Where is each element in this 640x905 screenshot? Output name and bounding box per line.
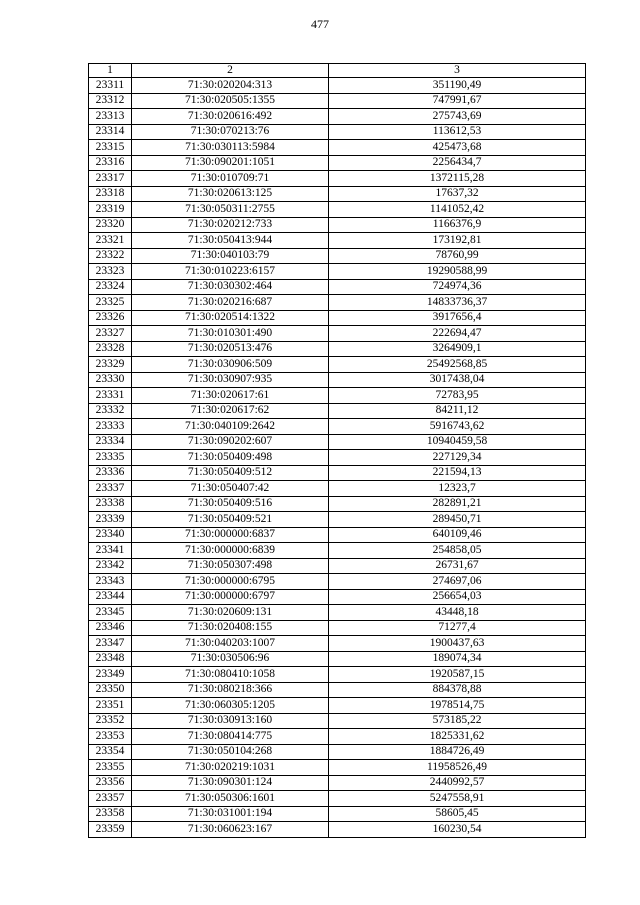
row-number-cell: 23349	[89, 667, 132, 683]
table-row	[89, 372, 586, 388]
value-cell: 222694,47	[329, 326, 586, 342]
cadastral-number-cell: 71:30:050409:498	[132, 450, 329, 466]
value-cell: 84211,12	[329, 403, 586, 419]
cadastral-number-cell: 71:30:020408:155	[132, 620, 329, 636]
page-number: 477	[311, 17, 329, 31]
table-row	[89, 527, 586, 543]
table-row	[89, 171, 586, 187]
cadastral-number-cell: 71:30:000000:6795	[132, 574, 329, 590]
row-number-cell: 23312	[89, 93, 132, 109]
cadastral-number-cell: 71:30:020204:313	[132, 78, 329, 94]
value-cell: 274697,06	[329, 574, 586, 590]
row-number-cell: 23358	[89, 806, 132, 822]
value-cell: 254858,05	[329, 543, 586, 559]
table-row	[89, 124, 586, 140]
cadastral-number-cell: 71:30:020505:1355	[132, 93, 329, 109]
value-cell: 640109,46	[329, 527, 586, 543]
cadastral-number-cell: 71:30:050413:944	[132, 233, 329, 249]
cadastral-number-cell: 71:30:020616:492	[132, 109, 329, 125]
table-body	[89, 78, 586, 838]
row-number-cell: 23343	[89, 574, 132, 590]
cadastral-number-cell: 71:30:060623:167	[132, 822, 329, 838]
table-row	[89, 233, 586, 249]
cadastral-number-cell: 71:30:090301:124	[132, 775, 329, 791]
cadastral-number-cell: 71:30:030907:935	[132, 372, 329, 388]
cadastral-number-cell: 71:30:050311:2755	[132, 202, 329, 218]
row-number-cell: 23342	[89, 558, 132, 574]
table-row	[89, 713, 586, 729]
value-cell: 1900437,63	[329, 636, 586, 652]
value-cell: 747991,67	[329, 93, 586, 109]
value-cell: 1166376,9	[329, 217, 586, 233]
table-row	[89, 186, 586, 202]
table-row	[89, 620, 586, 636]
cadastral-number-cell: 71:30:050307:498	[132, 558, 329, 574]
table-row	[89, 434, 586, 450]
row-number-cell: 23353	[89, 729, 132, 745]
row-number-cell: 23330	[89, 372, 132, 388]
value-cell: 2256434,7	[329, 155, 586, 171]
cadastral-number-cell: 71:30:070213:76	[132, 124, 329, 140]
value-cell: 173192,81	[329, 233, 586, 249]
table-row	[89, 791, 586, 807]
cadastral-number-cell: 71:30:050104:268	[132, 744, 329, 760]
value-cell: 221594,13	[329, 465, 586, 481]
row-number-cell: 23325	[89, 295, 132, 311]
cadastral-number-cell: 71:30:080410:1058	[132, 667, 329, 683]
cadastral-number-cell: 71:30:040203:1007	[132, 636, 329, 652]
table-row	[89, 155, 586, 171]
table-row	[89, 651, 586, 667]
value-cell: 573185,22	[329, 713, 586, 729]
row-number-cell: 23356	[89, 775, 132, 791]
row-number-cell: 23322	[89, 248, 132, 264]
cadastral-number-cell: 71:30:050407:42	[132, 481, 329, 497]
cadastral-number-cell: 71:30:050409:512	[132, 465, 329, 481]
value-cell: 275743,69	[329, 109, 586, 125]
value-cell: 43448,18	[329, 605, 586, 621]
value-cell: 1372115,28	[329, 171, 586, 187]
table-row	[89, 295, 586, 311]
row-number-cell: 23328	[89, 341, 132, 357]
table-row	[89, 450, 586, 466]
table-row	[89, 202, 586, 218]
value-cell: 78760,99	[329, 248, 586, 264]
row-number-cell: 23335	[89, 450, 132, 466]
table-row	[89, 589, 586, 605]
column-header-3: 3	[329, 64, 586, 78]
cadastral-number-cell: 71:30:020609:131	[132, 605, 329, 621]
value-cell: 1141052,42	[329, 202, 586, 218]
cadastral-number-cell: 71:30:030506:96	[132, 651, 329, 667]
value-cell: 1920587,15	[329, 667, 586, 683]
cadastral-number-cell: 71:30:080414:775	[132, 729, 329, 745]
cadastral-number-cell: 71:30:030906:509	[132, 357, 329, 373]
row-number-cell: 23348	[89, 651, 132, 667]
row-number-cell: 23331	[89, 388, 132, 404]
row-number-cell: 23311	[89, 78, 132, 94]
cadastral-number-cell: 71:30:010709:71	[132, 171, 329, 187]
value-cell: 189074,34	[329, 651, 586, 667]
row-number-cell: 23354	[89, 744, 132, 760]
row-number-cell: 23334	[89, 434, 132, 450]
value-cell: 17637,32	[329, 186, 586, 202]
cadastral-number-cell: 71:30:000000:6839	[132, 543, 329, 559]
value-cell: 19290588,99	[329, 264, 586, 280]
cadastral-number-cell: 71:30:040109:2642	[132, 419, 329, 435]
value-cell: 113612,53	[329, 124, 586, 140]
row-number-cell: 23323	[89, 264, 132, 280]
table-row	[89, 326, 586, 342]
value-cell: 1884726,49	[329, 744, 586, 760]
cadastral-number-cell: 71:30:020613:125	[132, 186, 329, 202]
value-cell: 11958526,49	[329, 760, 586, 776]
row-number-cell: 23340	[89, 527, 132, 543]
row-number-cell: 23344	[89, 589, 132, 605]
cadastral-number-cell: 71:30:020617:61	[132, 388, 329, 404]
data-table	[88, 63, 586, 838]
value-cell: 72783,95	[329, 388, 586, 404]
row-number-cell: 23351	[89, 698, 132, 714]
cadastral-number-cell: 71:30:050306:1601	[132, 791, 329, 807]
cadastral-number-cell: 71:30:030302:464	[132, 279, 329, 295]
table-row	[89, 310, 586, 326]
column-header-2: 2	[132, 64, 329, 78]
value-cell: 282891,21	[329, 496, 586, 512]
row-number-cell: 23333	[89, 419, 132, 435]
table-row	[89, 357, 586, 373]
column-header-1: 1	[89, 64, 132, 78]
row-number-cell: 23355	[89, 760, 132, 776]
row-number-cell: 23324	[89, 279, 132, 295]
cadastral-number-cell: 71:30:010223:6157	[132, 264, 329, 280]
table-row	[89, 93, 586, 109]
cadastral-number-cell: 71:30:030113:5984	[132, 140, 329, 156]
row-number-cell: 23327	[89, 326, 132, 342]
cadastral-number-cell: 71:30:060305:1205	[132, 698, 329, 714]
table-row	[89, 574, 586, 590]
cadastral-number-cell: 71:30:031001:194	[132, 806, 329, 822]
row-number-cell: 23320	[89, 217, 132, 233]
cadastral-number-cell: 71:30:080218:366	[132, 682, 329, 698]
value-cell: 351190,49	[329, 78, 586, 94]
cadastral-number-cell: 71:30:020212:733	[132, 217, 329, 233]
table-row	[89, 760, 586, 776]
row-number-cell: 23347	[89, 636, 132, 652]
cadastral-number-cell: 71:30:050409:516	[132, 496, 329, 512]
row-number-cell: 23319	[89, 202, 132, 218]
row-number-cell: 23313	[89, 109, 132, 125]
cadastral-number-cell: 71:30:000000:6797	[132, 589, 329, 605]
table-row	[89, 806, 586, 822]
table-row	[89, 403, 586, 419]
table-row	[89, 775, 586, 791]
value-cell: 425473,68	[329, 140, 586, 156]
value-cell: 58605,45	[329, 806, 586, 822]
row-number-cell: 23314	[89, 124, 132, 140]
row-number-cell: 23326	[89, 310, 132, 326]
value-cell: 289450,71	[329, 512, 586, 528]
row-number-cell: 23357	[89, 791, 132, 807]
table-header-row	[89, 64, 586, 78]
cadastral-number-cell: 71:30:040103:79	[132, 248, 329, 264]
value-cell: 14833736,37	[329, 295, 586, 311]
cadastral-number-cell: 71:30:050409:521	[132, 512, 329, 528]
cadastral-number-cell: 71:30:000000:6837	[132, 527, 329, 543]
table-row	[89, 558, 586, 574]
cadastral-number-cell: 71:30:020216:687	[132, 295, 329, 311]
row-number-cell: 23339	[89, 512, 132, 528]
row-number-cell: 23341	[89, 543, 132, 559]
value-cell: 5916743,62	[329, 419, 586, 435]
value-cell: 71277,4	[329, 620, 586, 636]
value-cell: 3917656,4	[329, 310, 586, 326]
table-row	[89, 140, 586, 156]
table-row	[89, 729, 586, 745]
row-number-cell: 23332	[89, 403, 132, 419]
cadastral-number-cell: 71:30:020617:62	[132, 403, 329, 419]
row-number-cell: 23359	[89, 822, 132, 838]
value-cell: 3017438,04	[329, 372, 586, 388]
value-cell: 160230,54	[329, 822, 586, 838]
value-cell: 10940459,58	[329, 434, 586, 450]
row-number-cell: 23352	[89, 713, 132, 729]
value-cell: 227129,34	[329, 450, 586, 466]
cadastral-number-cell: 71:30:020513:476	[132, 341, 329, 357]
cadastral-number-cell: 71:30:090202:607	[132, 434, 329, 450]
row-number-cell: 23336	[89, 465, 132, 481]
table-row	[89, 419, 586, 435]
table-row	[89, 744, 586, 760]
row-number-cell: 23315	[89, 140, 132, 156]
row-number-cell: 23345	[89, 605, 132, 621]
cadastral-number-cell: 71:30:030913:160	[132, 713, 329, 729]
row-number-cell: 23329	[89, 357, 132, 373]
value-cell: 5247558,91	[329, 791, 586, 807]
value-cell: 3264909,1	[329, 341, 586, 357]
table-row	[89, 822, 586, 838]
row-number-cell: 23350	[89, 682, 132, 698]
value-cell: 1825331,62	[329, 729, 586, 745]
table-row	[89, 264, 586, 280]
value-cell: 26731,67	[329, 558, 586, 574]
row-number-cell: 23316	[89, 155, 132, 171]
table-row	[89, 248, 586, 264]
row-number-cell: 23317	[89, 171, 132, 187]
row-number-cell: 23318	[89, 186, 132, 202]
table-row	[89, 496, 586, 512]
cadastral-number-cell: 71:30:020219:1031	[132, 760, 329, 776]
value-cell: 25492568,85	[329, 357, 586, 373]
table-row	[89, 279, 586, 295]
table-row	[89, 682, 586, 698]
row-number-cell: 23346	[89, 620, 132, 636]
table-row	[89, 341, 586, 357]
table-row	[89, 109, 586, 125]
table-row	[89, 543, 586, 559]
table-row	[89, 667, 586, 683]
value-cell: 2440992,57	[329, 775, 586, 791]
row-number-cell: 23337	[89, 481, 132, 497]
cadastral-number-cell: 71:30:010301:490	[132, 326, 329, 342]
table-row	[89, 481, 586, 497]
table-row	[89, 388, 586, 404]
value-cell: 884378,88	[329, 682, 586, 698]
cadastral-number-cell: 71:30:020514:1322	[132, 310, 329, 326]
cadastral-number-cell: 71:30:090201:1051	[132, 155, 329, 171]
table-row	[89, 78, 586, 94]
table-row	[89, 698, 586, 714]
value-cell: 256654,03	[329, 589, 586, 605]
value-cell: 1978514,75	[329, 698, 586, 714]
table-row	[89, 636, 586, 652]
row-number-cell: 23321	[89, 233, 132, 249]
table-row	[89, 512, 586, 528]
value-cell: 12323,7	[329, 481, 586, 497]
row-number-cell: 23338	[89, 496, 132, 512]
table-row	[89, 217, 586, 233]
table-row	[89, 465, 586, 481]
value-cell: 724974,36	[329, 279, 586, 295]
table-row	[89, 605, 586, 621]
